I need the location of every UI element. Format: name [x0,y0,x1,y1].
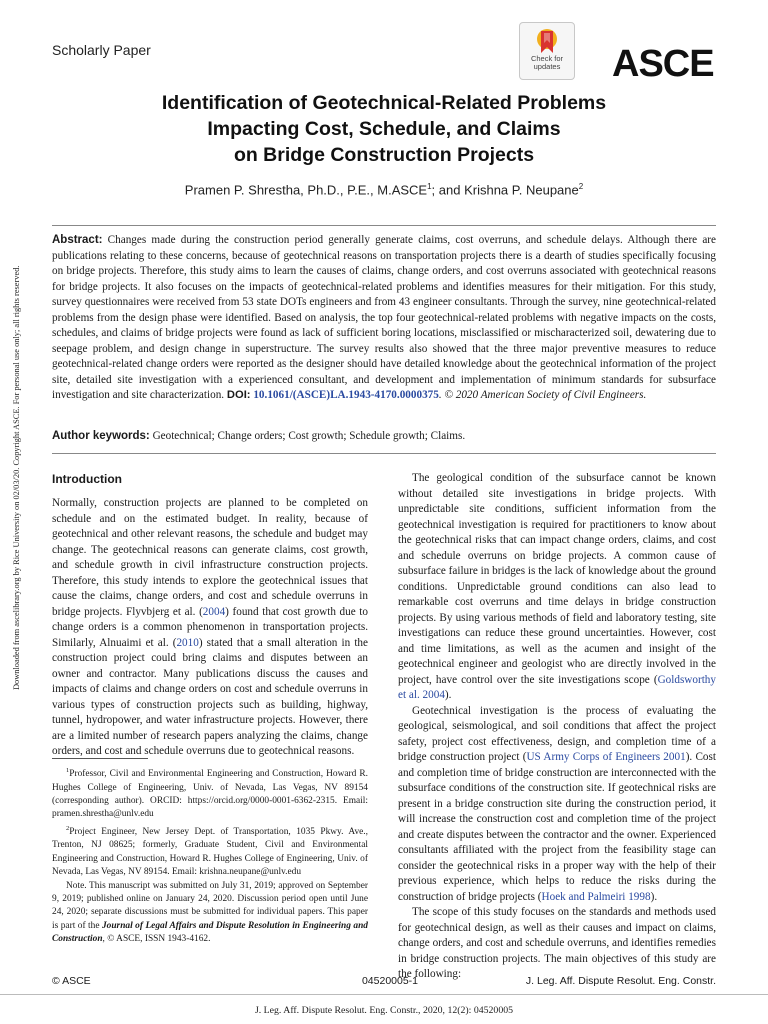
asce-logo-text: ASCE [612,43,714,82]
author-keywords [52,428,716,444]
note-text: , © ASCE, ISSN 1943-4162. [102,934,211,945]
text: Geotechnical investigation is the process of evaluating the geological, seismological, and soil conditions that affect the project safety, project cost effectiveness, design, and completion time of a bridge construction project ( [398,704,716,763]
footnote-2 [52,822,368,880]
citation-link[interactable]: Goldsworthy et al. 2004 [398,673,716,701]
citation-link[interactable]: US Army Corps of Engineers 2001 [526,751,686,763]
author-1[interactable]: Pramen P. Shrestha, Ph.D., P.E., M.ASCE [184,182,428,198]
footnote-divider [52,758,148,759]
text: Normally, construction projects are planned to be completed on schedule and on the estimated budget. In reality, because of geotechnical and other relevant reasons, the schedule and budget may change. The geotechnical reasons can generate claims, cost growth, and schedule growth in civil infrastructure construction projects. Therefore, this study intends to explore the geotechnical issues that cause the claims, change orders, and cost and schedule overruns in bridge projects. Flyvbjerg et al. ( [52,497,368,618]
copyright-note: . © 2020 American Society of Civil Engineers. [438,389,647,401]
badge-label: Check for updates [530,54,564,71]
footnotes [52,764,368,947]
title-line: Impacting Cost, Schedule, and Claims [207,118,561,140]
footnote-marker: 1 [66,767,70,774]
abstract [52,233,716,404]
footer-journal: J. Leg. Aff. Dispute Resolut. Eng. Constr. [525,975,716,987]
text: ) found that cost growth due to change orders is a common phenomenon in transportation projects. Similarly, Alnuaimi et al. ( [52,605,368,649]
bottom-citation: J. Leg. Aff. Dispute Resolut. Eng. Constr., 2020, 12(2): 04520005 [254,1005,514,1016]
footnote-text: Project Engineer, New Jersey Dept. of Transportation, 1035 Pkwy. Ave., Trenton, NJ 08625; formerly, Graduate Student, Civil and Environmental Engineering and Construction, Howard R. Hughes College of Engineering, Univ. of Nevada, Las Vegas, NV 89154. Email: krishna.neupane@unlv.edu [52,826,368,878]
download-watermark: Downloaded from ascelibrary.org by Rice University on 02/03/20. Copyright ASCE. For personal use only; all rights reserved. [12,265,21,690]
manuscript-note [52,880,368,947]
footnote-1 [52,764,368,822]
keywords-label: Author keywords: [52,430,150,442]
paper-title [0,90,768,168]
citation-link[interactable]: 2010 [176,636,199,649]
paragraph [52,496,368,760]
author-2-affiliation: 2 [578,182,584,191]
keywords-text: Geotechnical; Change orders; Cost growth; Schedule growth; Claims. [149,430,466,442]
check-for-updates-badge[interactable] [519,22,575,80]
note-text: Note. This manuscript was submitted on July 31, 2019; approved on September 9, 2019; published online on January 24, 2020. Discussion period open until June 24, 2020; separate discussions must be submitted for individual papers. This paper is part of the [52,880,368,931]
author-separator[interactable]: ; and Krishna P. Neupane [431,182,579,198]
title-line: Identification of Geotechnical-Related Problems [161,92,607,114]
divider [52,453,716,454]
abstract-label: Abstract: [52,234,103,246]
doi-link[interactable]: 10.1061/(ASCE)LA.1943-4170.0000375 [253,389,439,401]
text: ) stated that a small alteration in the construction project could bring claims and disputes between an owner and contractor. Many publications discuss the causes and impacts of claims and change orders on cost and schedule overruns in various types of construction projects such as building, highway, tunnel, hydropower, and water infrastructure projects. However, there are a limited number of research papers analyzing the claims, change orders, and cost and schedule overruns due to geotechnical reasons. [52,636,368,757]
article-type-label: Scholarly Paper [52,42,151,58]
footer-page-id: 04520005-1 [361,975,419,987]
footnote-text: Professor, Civil and Environmental Engineering and Construction, Howard R. Hughes College of Engineering, Univ. of Nevada, Las Vegas, NV 89154 (corresponding author). ORCID: https://orcid.org/0000-0001-6362-2315. Email: pramen.shrestha@unlv.edu [52,769,368,820]
asce-logo [612,42,716,82]
divider [52,225,716,226]
citation-link[interactable]: Hoek and Palmeiri 1998 [541,890,651,903]
text: ). [650,890,658,903]
paragraph [398,704,716,906]
left-column [52,496,368,760]
footer-divider [0,994,768,995]
title-line: on Bridge Construction Projects [233,144,535,166]
footer-copyright: © ASCE [52,975,91,987]
paragraph [398,471,716,704]
footnote-marker: 2 [66,824,70,832]
text: The geological condition of the subsurface cannot be known without detailed site investigations in bridge projects. With unpredictable site conditions, sufficient information from the geotechnical investigation is required for practitioners to know about the geotechnical risks that can impact change orders, claims, and cost and schedule overruns on bridge projects. A common cause of subsurface failure in bridges is the lack of knowledge about the ground conditions. Unpredictable ground conditions can also lead to remarkable cost overruns and time delays in bridge construction projects. By using various methods of field and laboratory testing, site investigations can reduce these ground uncertainties. However, cost and time limitations, as well as the acumen and insight of the geotechnical engineer and geologist who are directly involved in the project, have control over the site investigations scope ( [398,472,716,686]
paragraph: The scope of this study focuses on the standards and methods used for geotechnical design, as well as their causes and impact on claims, change orders, and cost and schedule overruns, and identifies remedies in bridge construction projects. The main objectives of this study are the following: [398,906,716,980]
doi-label: DOI: [226,389,251,401]
text: ). Cost and completion time of bridge construction are interconnected with the subsurface conditions of the construction site. If geotechnical risks are present in a bridge construction site during the construction period, it will increase the construction cost and completion time of the project and create disputes between the contractor and the owner. Experienced consultants affiliated with the project from the feasibility stage can consider the geotechnical risks in a proper way with the help of their previous experience, which helps to reduce the risks during the construction of bridge projects ( [398,751,716,903]
text: ). [444,689,452,701]
journal-name: Journal of Legal Affairs and Dispute Resolution in Engineering and Construction [52,920,368,945]
abstract-text: Changes made during the construction period generally generate claims, cost overruns, and schedule delays. Although there are publications relating to these concerns, because of geotechnical reasons on transportation projects there is a dearth of studies specifically focusing on bridge projects. Therefore, this study aims to learn the causes of claims, change orders, and cost overruns associated with geotechnical reasons for bridge projects. It also focuses on the impacts of geotechnical-related problems and identifies measures for their mitigation. For this study, survey questionnaires were received from 53 state DOTs engineers and from 43 engineer consultants. Through the survey, nine geotechnical-related problems from the design phase were identified. Based on analysis, the top four geotechnical-related problems with negative impacts on the costs, schedules, and claims of bridge projects were found as lack of sufficient boring locations, misclassified or mischaracterized soil, dewatering due to seepage problem, and design change in superstructure. The survey results also showed that the three major preventive measures to reduce geotechnical-related change orders were reported as the designer should have detailed knowledge about the geotechnical information of the project site, detailed site investigation with a experienced consultant, and development and implementation of minimum standards for subsurface investigation and site characterization. [52,234,716,401]
author-1-affiliation: 1 [427,182,432,191]
author-list [0,182,768,197]
bookmark-icon [535,27,559,55]
section-heading-introduction: Introduction [52,472,122,486]
right-column [398,471,716,983]
citation-link[interactable]: 2004 [202,605,226,618]
